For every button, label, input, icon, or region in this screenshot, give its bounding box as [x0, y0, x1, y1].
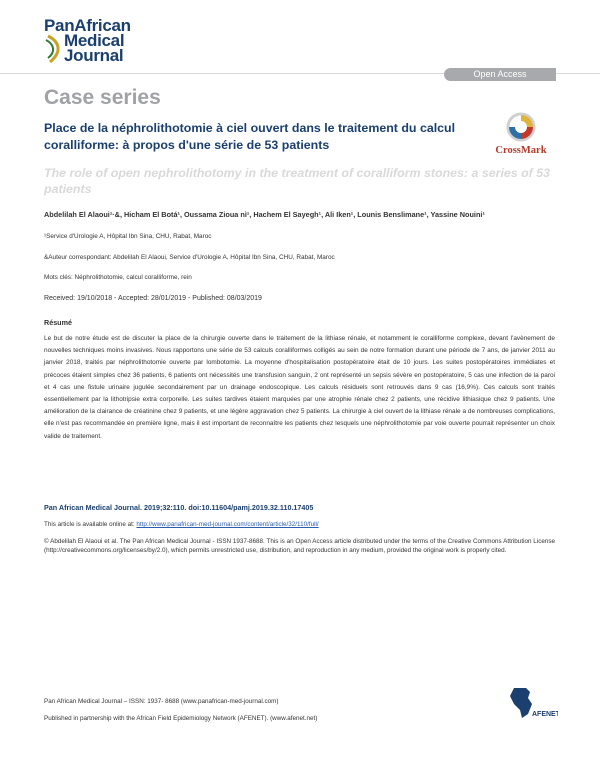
- crossmark-icon: [506, 112, 536, 142]
- title-english: The role of open nephrolithotomy in the treatment of coralliform stones: a series of 53 patients: [44, 166, 551, 196]
- crossmark-label: CrossMark: [495, 145, 547, 156]
- footer-issn: Pan African Medical Journal – ISSN: 1937- 8688 (www.panafrican-med-journal.com): [44, 698, 279, 705]
- license-text: © Abdelilah El Alaoui et al. The Pan African Medical Journal - ISSN 1937-8688. This is an Open Access article distributed under the terms of the Creative Commons Attribution License (http://creativecommons.org/licenses/by/2.0), which permits unrestricted use, distribution, and reproduction in any medium, provided the original work is properly cited.: [44, 538, 555, 554]
- open-access-badge: Open Access: [444, 68, 556, 81]
- svg-text:AFENET: AFENET: [532, 711, 558, 718]
- affiliation: ¹Service d'Urologie A, Hôpital Ibn Sina, CHU, Rabat, Maroc: [44, 233, 212, 240]
- logo-swoosh-icon: [44, 34, 66, 64]
- africa-map-icon: [506, 686, 558, 720]
- footer-partner: Published in partnership with the African Field Epidemiology Network (AFENET). (www.afenet.net): [44, 715, 318, 722]
- journal-logo: [44, 18, 154, 63]
- afenet-logo: [506, 686, 558, 720]
- logo-line-1: PanAfrican: [44, 16, 131, 35]
- crossmark-badge[interactable]: [488, 112, 554, 156]
- section-label: Case series: [44, 86, 161, 109]
- article-dates: Received: 19/10/2018 - Accepted: 28/01/2019 - Published: 08/03/2019: [44, 295, 262, 302]
- title-french: Place de la néphrolithotomie à ciel ouvert dans le traitement du calcul coralliforme: à propos d'une série de 53 patients: [44, 121, 456, 152]
- abstract-heading: Résumé: [44, 318, 72, 327]
- abstract-body: Le but de notre étude est de discuter la place de la chirurgie ouverte dans le traitement de la lithiase rénale, et notamment le coralliforme complexe, devant l'avènement de nouvelles techniques moins invasives. Nous rapportons une série de 53 calculs coralliformes colligés au sein de notre formation durant une période de 7 ans, de janvier 2011 au janvier 2018, traités par néphrolithotomie ouverte par lombotomie. La moyenne d'hospitalisation postopératoire était de 10 jours. Les suites postopératoires immédiates et précoces étaient simples chez 36 patients, 6 patients ont nécessités une transfusion sanguin, 2 ont représenté un sepsis sévère en postopératoire, 5 cas une infection de la paroi et 4 cas une fistule urinaire jugulée secondairement par un drainage endoscopique. Les calculs résiduels sont retrouvés dans 9 cas (16,9%). Ces calculs sont traités essentiellement par la lithotripsie extra corporelle. Les suites tardives étaient marquées par une atrophie rénale chez 2 patients, une récidive lithiasique chez 9 patients. Une amélioration de la clairance de créatinine chez 9 patients, et une légère aggravation chez 5 patients. La chirurgie à ciel ouvert de la lithiase rénale a de nombreuses complications, elle n'est pas recommandée en première ligne, mais il est important de reconnaître les patients chez lesquels une néphrolithotomie par voie ouverte pourrait représenter un choix valide de traitement.: [44, 335, 555, 440]
- logo-line-2: Medical: [64, 31, 125, 50]
- logo-line-3: Journal: [64, 46, 124, 65]
- corresponding-author: &Auteur correspondant: Abdelilah El Alaoui, Service d'Urologie A, Hôpital Ibn Sina, CHU, Rabat, Maroc: [44, 254, 335, 261]
- citation: Pan African Medical Journal. 2019;32:110. doi:10.11604/pamj.2019.32.110.17405: [44, 503, 314, 512]
- article-url-link[interactable]: http://www.panafrican-med-journal.com/content/article/32/110/full/: [136, 521, 319, 528]
- keywords: Mots clés: Néphrolithotomie, calcul coralliforme, rein: [44, 274, 192, 281]
- availability-line: [44, 521, 319, 528]
- availability-prefix: This article is available online at:: [44, 521, 137, 528]
- author-list: Abdelilah El Alaoui¹·&, Hicham El Botá¹, Oussama Zioua nì¹, Hachem El Sayegh¹, Ali Iken¹, Lounis Benslimane¹, Yassine Nouini¹: [44, 210, 485, 219]
- open-access-bar: [0, 68, 600, 78]
